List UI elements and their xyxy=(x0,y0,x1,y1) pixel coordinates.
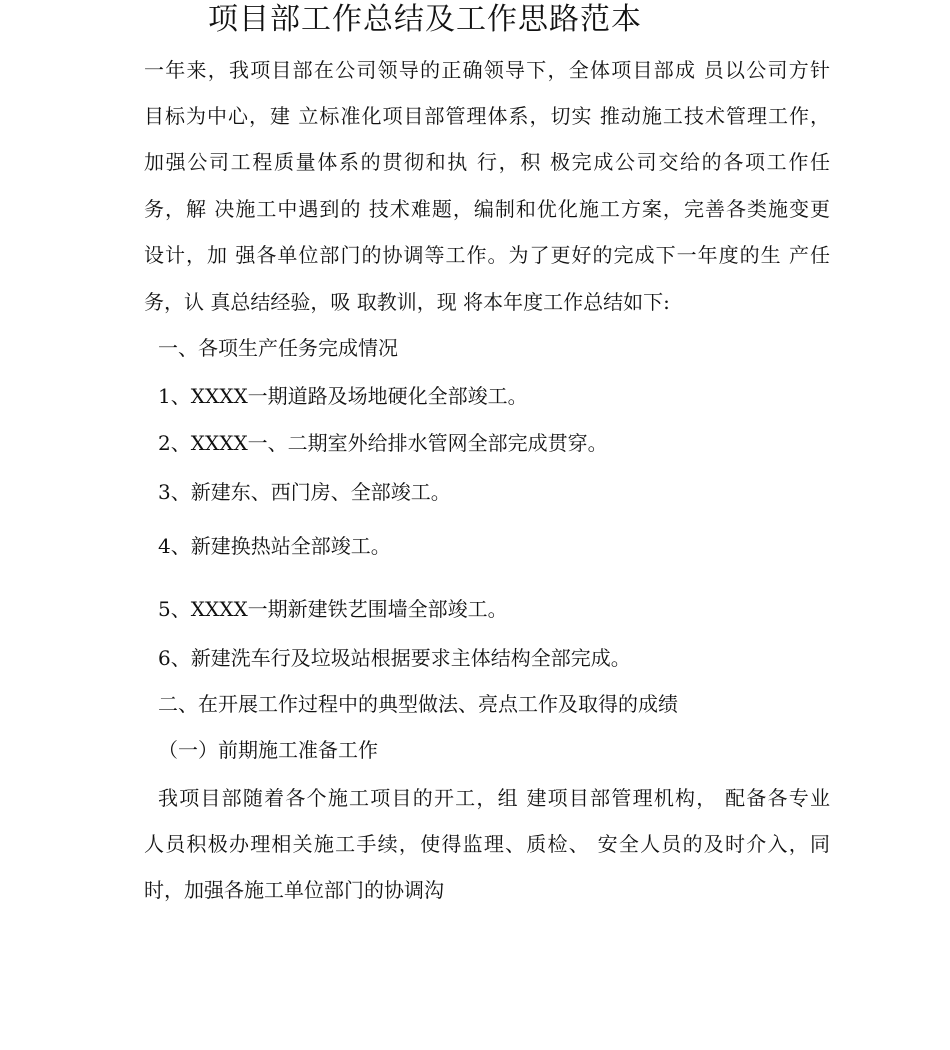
intro-line: 务，认 真总结经验，吸 取教训，现 将本年度工作总结如下: xyxy=(144,290,670,314)
list-item: 1、XXXX一期道路及场地硬化全部竣工。 xyxy=(158,384,528,408)
intro-line: 目标为中心，建 立标准化项目部管理体系，切实 推动施工技术管理工作， xyxy=(144,104,830,128)
body-line: 我项目部随着各个施工项目的开工，组 建项目部管理机构， 配备各专业 xyxy=(158,786,830,810)
section-heading: 一、各项生产任务完成情况 xyxy=(158,336,398,360)
list-item: 6、新建洗车行及垃圾站根据要求主体结构全部完成。 xyxy=(158,646,631,670)
list-item: 4、新建换热站全部竣工。 xyxy=(158,534,391,558)
list-item: 5、XXXX一期新建铁艺围墙全部竣工。 xyxy=(158,597,508,621)
intro-line: 设计，加 强各单位部门的协调等工作。为了更好的完成下一年度的生 产任 xyxy=(144,243,830,267)
body-line: 时，加强各施工单位部门的协调沟 xyxy=(144,878,444,902)
subsection-heading: （一）前期施工准备工作 xyxy=(158,738,378,762)
intro-line: 务，解 决施工中遇到的 技术难题，编制和优化施工方案，完善各类施变更 xyxy=(144,197,830,221)
list-item: 3、新建东、西门房、全部竣工。 xyxy=(158,480,451,504)
list-item: 2、XXXX一、二期室外给排水管网全部完成贯穿。 xyxy=(158,431,608,455)
intro-line: 加强公司工程质量体系的贯彻和执 行，积 极完成公司交给的各项工作任 xyxy=(144,150,830,174)
intro-line: 一年来，我项目部在公司领导的正确领导下，全体项目部成 员以公司方针 xyxy=(144,58,830,82)
document-title: 项目部工作总结及工作思路范本 xyxy=(208,2,642,37)
section-heading: 二、在开展工作过程中的典型做法、亮点工作及取得的成绩 xyxy=(158,692,678,716)
body-line: 人员积极办理相关施工手续，使得监理、质检、 安全人员的及时介入，同 xyxy=(144,832,830,856)
